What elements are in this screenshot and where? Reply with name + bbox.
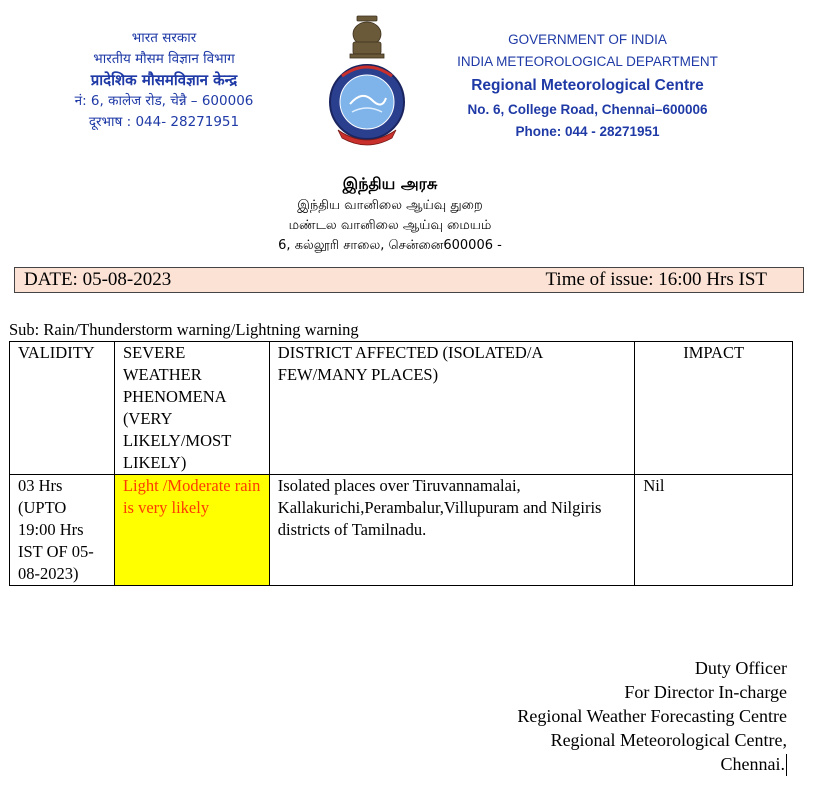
english-phone: Phone: 044 - 28271951 — [515, 124, 660, 139]
header-impact: IMPACT — [635, 342, 793, 475]
cell-phenomena: Light /Moderate rain is very likely — [114, 475, 269, 586]
cell-district: Isolated places over Tiruvannamalai, Kallakurichi,Perambalur,Villupuram and Nilgiris districts of Tamilnadu. — [269, 475, 635, 586]
sign-director: For Director In-charge — [624, 682, 787, 702]
english-govt: GOVERNMENT OF INDIA — [508, 32, 667, 47]
sign-city-row — [517, 752, 787, 776]
tamil-centre: மண்டல வானிலை ஆய்வு மையம் — [288, 218, 492, 233]
hindi-address: नं: 6, कालेज रोड, चेन्नै – 600006 — [74, 93, 254, 109]
hindi-header — [44, 28, 284, 133]
hindi-phone: दूरभाष : 044- 28271951 — [88, 114, 240, 130]
signature-block — [517, 656, 787, 776]
hindi-dept: भारतीय मौसम विज्ञान विभाग — [93, 51, 235, 67]
sign-rmc: Regional Meteorological Centre, — [550, 730, 787, 750]
table-row — [10, 475, 793, 586]
sign-rwfc: Regional Weather Forecasting Centre — [517, 706, 787, 726]
issue-date: DATE: 05-08-2023 — [24, 269, 172, 290]
date-bar — [14, 267, 804, 293]
header-district: DISTRICT AFFECTED (ISOLATED/A FEW/MANY PLACES) — [269, 342, 635, 475]
sign-city: Chennai. — [720, 754, 785, 774]
issue-time: Time of issue: 16:00 Hrs IST — [545, 269, 767, 290]
imd-emblem-icon — [322, 12, 412, 152]
tamil-address: 6, கல்லூரி சாலை, சென்னை600006 - — [278, 238, 502, 253]
header-phenomena: SEVERE WEATHER PHENOMENA (VERY LIKELY/MOST LIKELY) — [114, 342, 269, 475]
english-header — [440, 29, 735, 143]
text-cursor — [786, 754, 787, 776]
tamil-govt: இந்திய அரசு — [342, 174, 438, 193]
english-centre: Regional Meteorological Centre — [471, 77, 704, 94]
sign-duty-officer: Duty Officer — [694, 658, 787, 678]
tamil-header — [180, 172, 600, 256]
cell-impact: Nil — [635, 475, 793, 586]
subject-line: Sub: Rain/Thunderstorm warning/Lightning warning — [9, 320, 359, 339]
warning-table — [9, 341, 793, 586]
english-address: No. 6, College Road, Chennai–600006 — [467, 102, 708, 117]
hindi-centre: प्रादेशिक मौसमविज्ञान केन्द्र — [90, 71, 238, 89]
hindi-govt: भारत सरकार — [131, 30, 197, 46]
cell-validity: 03 Hrs (UPTO 19:00 Hrs IST OF 05-08-2023) — [10, 475, 115, 586]
header-validity: VALIDITY — [10, 342, 115, 475]
tamil-dept: இந்திய வானிலை ஆய்வு துறை — [297, 198, 483, 213]
english-dept: INDIA METEOROLOGICAL DEPARTMENT — [457, 54, 718, 69]
table-header-row — [10, 342, 793, 475]
